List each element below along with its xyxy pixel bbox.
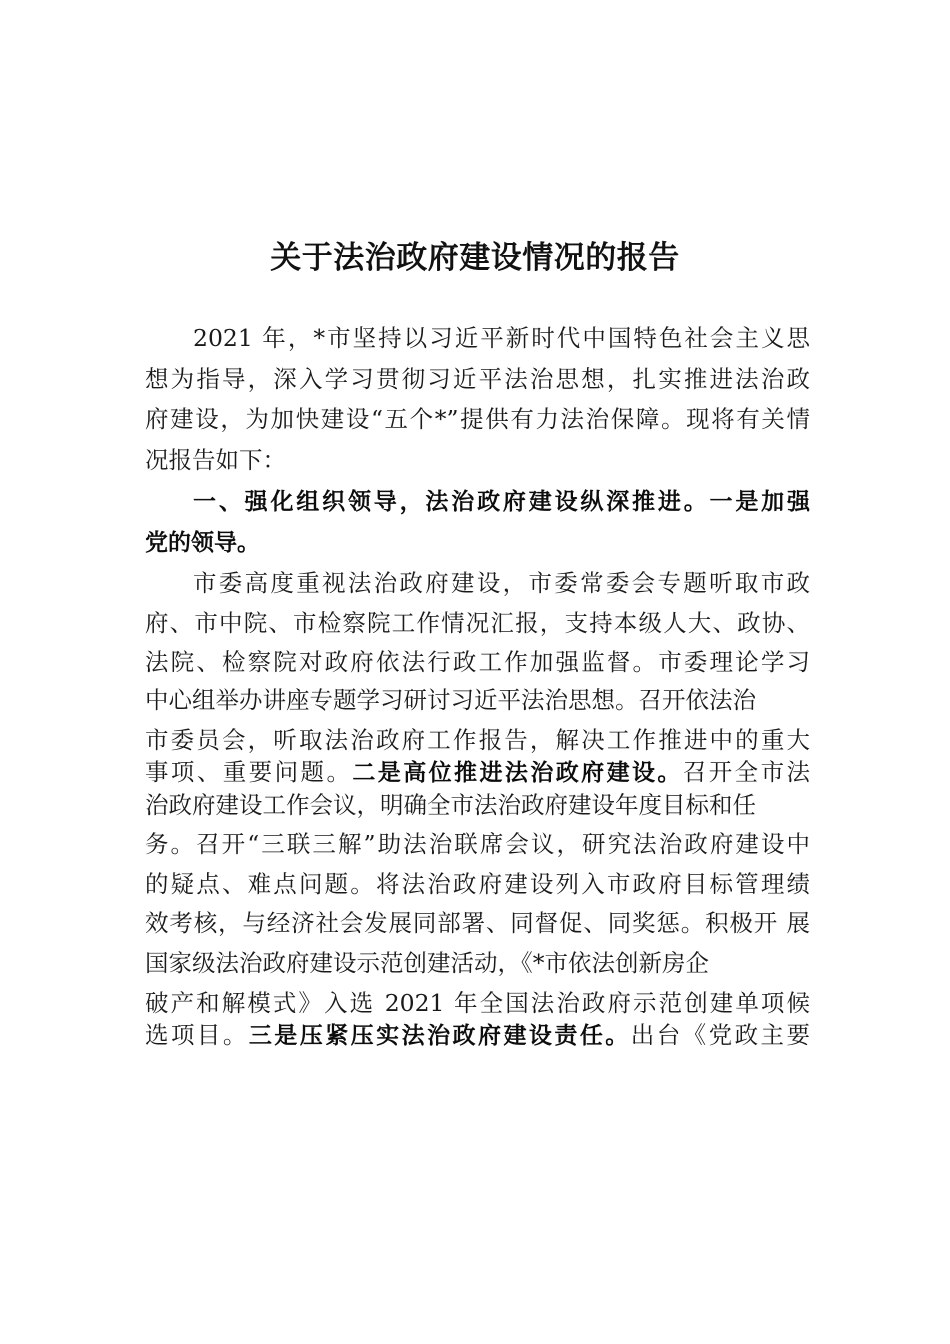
body-line-4: 中心组举办讲座专题学习研讨习近平法治思想。召开依法治 [145,686,756,714]
section-heading-1-line-2: 党的领导。 [145,530,260,556]
body-line-8: 务。召开“三联三解”助法治联席会议，研究法治政府建设中 [145,830,810,858]
intro-line-3: 府建设，为加快建设“五个*”提供有力法治保障。现将有关情 [145,405,810,433]
intro-line-4: 况报告如下： [145,446,286,474]
body-line-11: 国家级法治政府建设示范创建活动，《*市依法创新房企 [145,949,709,977]
body-line-2: 府、市中院、市检察院工作情况汇报，支持本级人大、政协、 [145,609,810,637]
body-line-1: 市委高度重视法治政府建设，市委常委会专题听取市政 [193,569,810,597]
body-text: 召开全市法 [682,758,810,786]
body-line-3: 法院、检察院对政府依法行政工作加强监督。市委理论学习 [145,648,810,676]
body-line-7: 治政府建设工作会议，明确全市法治政府建设年度目标和任 [145,791,756,819]
body-line-5: 市委员会，听取法治政府工作报告，解决工作推进中的重大 [145,726,810,754]
body-line-9: 的疑点、难点问题。将法治政府建设列入市政府目标管理绩 [145,870,810,898]
body-text: 选项目。 [145,1021,249,1049]
body-text: 出台《党政主要 [630,1021,810,1049]
section-heading-1-line-1: 一、强化组织领导，法治政府建设纵深推进。一是加强 [193,489,810,515]
body-text: 事项、重要问题。 [145,758,353,786]
intro-line-1: 2021 年，*市坚持以习近平新时代中国特色社会主义思 [193,324,810,352]
body-line-6 [145,755,810,790]
body-line-10: 效考核，与经济社会发展同部署、同督促、同奖惩。积极开 展 [145,909,810,937]
body-line-13 [145,1018,810,1053]
body-line-12: 破产和解模式》入选 2021 年全国法治政府示范创建单项候 [145,989,810,1017]
subheading-responsibility: 三是压紧压实法治政府建设责任。 [248,1023,631,1049]
intro-line-2: 想为指导，深入学习贯彻习近平法治思想，扎实推进法治政 [145,365,810,393]
subheading-high-level-promotion: 二是高位推进法治政府建设。 [352,760,683,786]
document-title: 关于法治政府建设情况的报告 [270,240,680,276]
